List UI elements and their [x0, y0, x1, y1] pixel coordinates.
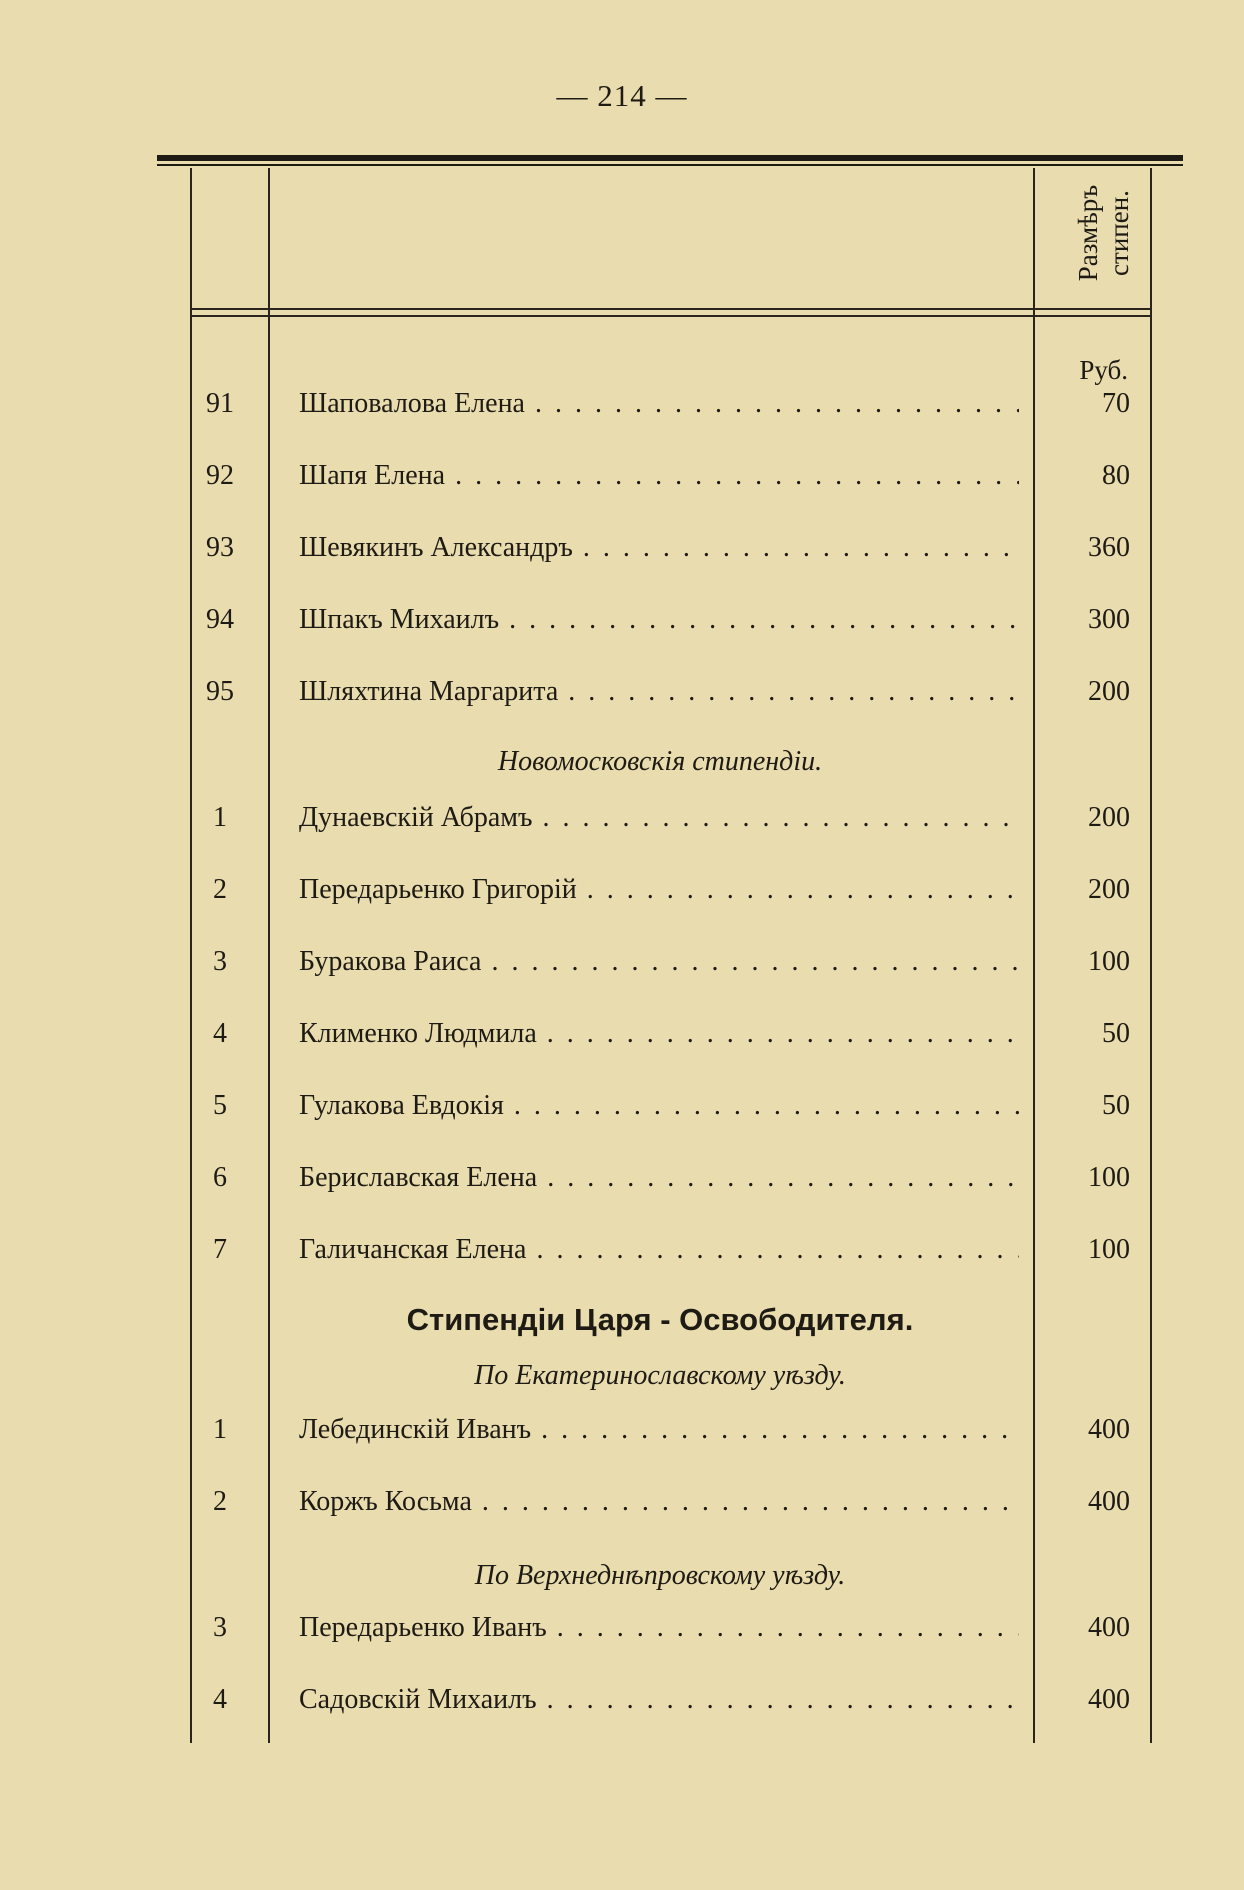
row-number: 7 [213, 1234, 227, 1265]
table-row [0, 1414, 1244, 1454]
header-divider [190, 308, 1150, 310]
student-name: Шаповалова Елена . . . [299, 388, 1019, 420]
table-row [0, 1162, 1244, 1202]
stipend-amount: 400 [1088, 1684, 1130, 1715]
row-number: 2 [213, 1486, 227, 1517]
student-name: Буракова Раиса . . . [299, 946, 1019, 978]
student-name: Гулакова Евдокія . . . [299, 1090, 1019, 1122]
stipend-amount: 50 [1102, 1018, 1130, 1049]
row-number: 5 [213, 1090, 227, 1121]
row-number: 4 [213, 1018, 227, 1049]
header-divider-thin [190, 315, 1150, 317]
row-number: 1 [213, 1414, 227, 1445]
row-number: 3 [213, 946, 227, 977]
amount-column-header [1060, 168, 1148, 298]
table-row [0, 946, 1244, 986]
student-name: Дунаевскій Абрамъ . . . [299, 802, 1019, 834]
stipend-amount: 80 [1102, 460, 1130, 491]
row-number: 1 [213, 802, 227, 833]
stipend-amount: 400 [1088, 1414, 1130, 1445]
stipend-amount: 70 [1102, 388, 1130, 419]
amount-header-line1: Размѣръ [1073, 184, 1103, 282]
table-row [0, 1090, 1244, 1130]
stipend-amount: 400 [1088, 1486, 1130, 1517]
table-row [0, 1486, 1244, 1526]
subsection-heading-ekaterinoslav: По Екатеринославскому уѣзду. [474, 1360, 846, 1391]
student-name: Бериславская Елена . . . [299, 1162, 1019, 1194]
table-row [0, 532, 1244, 572]
stipend-amount: 360 [1088, 532, 1130, 563]
row-number: 3 [213, 1612, 227, 1643]
table-top-rule [157, 155, 1183, 161]
table-row [0, 1018, 1244, 1058]
student-name: Лебединскій Иванъ . . . [299, 1414, 1019, 1446]
subsection-heading-verkhnedneprovsk: По Верхнеднѣпровскому уѣзду. [474, 1560, 846, 1591]
section-heading-tsar-liberator: Стипендіи Царя - Освободителя. [406, 1302, 914, 1337]
table-top-rule-thin [157, 164, 1183, 166]
row-number: 6 [213, 1162, 227, 1193]
student-name: Клименко Людмила . . . [299, 1018, 1019, 1050]
table-row [0, 1234, 1244, 1274]
row-number: 91 [206, 388, 234, 419]
table-row [0, 676, 1244, 716]
stipend-amount: 300 [1088, 604, 1130, 635]
stipend-amount: 100 [1088, 1162, 1130, 1193]
table-row [0, 802, 1244, 842]
student-name: Шапя Елена . . . [299, 460, 1019, 492]
row-number: 4 [213, 1684, 227, 1715]
currency-unit-label: Руб. [1079, 355, 1128, 385]
student-name: Галичанская Елена . . . [299, 1234, 1019, 1266]
student-name: Садовскій Михаилъ . . . [299, 1684, 1019, 1716]
stipend-amount: 100 [1088, 946, 1130, 977]
table-row [0, 604, 1244, 644]
table-row [0, 1612, 1244, 1652]
amount-column-header-text [1073, 185, 1135, 282]
row-number: 92 [206, 460, 234, 491]
student-name: Шевякинъ Александръ . . . [299, 532, 1019, 564]
student-name: Передарьенко Иванъ . . . [299, 1612, 1019, 1644]
row-number: 95 [206, 676, 234, 707]
table-row [0, 460, 1244, 500]
stipend-amount: 200 [1088, 874, 1130, 905]
stipend-amount: 400 [1088, 1612, 1130, 1643]
table-row [0, 1684, 1244, 1724]
amount-header-line2: стипен. [1104, 190, 1134, 276]
stipend-amount: 50 [1102, 1090, 1130, 1121]
stipend-amount: 200 [1088, 802, 1130, 833]
stipend-amount: 200 [1088, 676, 1130, 707]
page-number: — 214 — [556, 78, 688, 113]
table-row [0, 388, 1244, 428]
student-name: Передарьенко Григорій . . . [299, 874, 1019, 906]
row-number: 94 [206, 604, 234, 635]
student-name: Шпакъ Михаилъ . . . [299, 604, 1019, 636]
row-number: 93 [206, 532, 234, 563]
student-name: Коржъ Косьма . . . [299, 1486, 1019, 1518]
stipend-amount: 100 [1088, 1234, 1130, 1265]
row-number: 2 [213, 874, 227, 905]
section-heading-novomoskovsk: Новомосковскія стипендіи. [497, 746, 823, 777]
student-name: Шляхтина Маргарита . . . [299, 676, 1019, 708]
table-row [0, 874, 1244, 914]
